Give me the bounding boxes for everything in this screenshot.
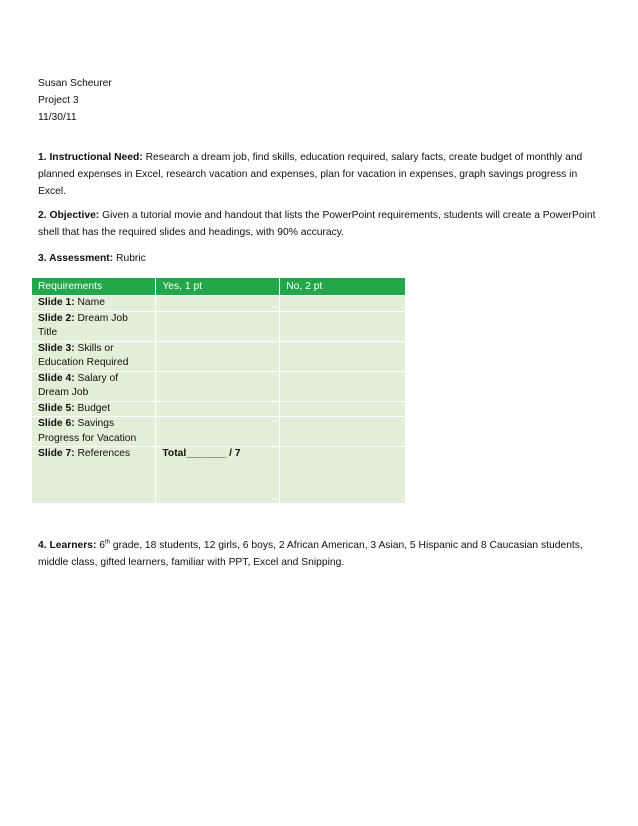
instructional-need-text: Research a dream job, find skills, education required, salary facts, create budget of monthly and planned expenses in Excel, research vacation and expenses, plan for vacation in expenses, graph savings progress in Excel. (38, 152, 583, 197)
rubric-no-cell (280, 371, 406, 401)
rubric-slide-label: Slide 5: (38, 402, 75, 414)
rubric-slide-text: Skills or Education Required (38, 342, 129, 368)
rubric-total-cell (156, 447, 280, 503)
rubric-slide-label: Slide 4: (38, 372, 75, 384)
rubric-requirement-cell (32, 417, 156, 447)
rubric-row (32, 371, 406, 401)
rubric-yes-cell (156, 417, 280, 447)
rubric-total: Total_______ / 7 (162, 448, 241, 459)
learners-label: 4. Learners: (38, 540, 97, 551)
document-header (38, 75, 112, 126)
rubric-slide-label: Slide 6: (38, 418, 75, 429)
rubric-row (32, 401, 406, 417)
rubric-slide-label: Slide 3: (38, 342, 75, 354)
rubric-yes-cell (156, 296, 280, 312)
assessment-paragraph (38, 250, 598, 267)
rubric-no-cell (280, 417, 406, 447)
rubric-row (32, 341, 406, 371)
rubric-slide-text: Salary of Dream Job (38, 372, 119, 398)
rubric-yes-cell (156, 401, 280, 417)
rubric-row (32, 296, 406, 312)
rubric-requirement-cell (32, 311, 156, 341)
rubric-requirement-cell (32, 371, 156, 401)
assessment-text: Rubric (113, 253, 146, 264)
rubric-no-cell (280, 341, 406, 371)
objective-paragraph (38, 207, 598, 241)
rubric-slide-text: Budget (74, 402, 111, 414)
rubric-slide-label: Slide 2: (38, 312, 75, 324)
rubric-slide-text: Name (74, 297, 105, 308)
learners-grade: 6 (96, 540, 105, 551)
assessment-label: 3. Assessment: (38, 253, 114, 264)
rubric-no-cell (280, 401, 406, 417)
rubric-row (32, 447, 406, 503)
document-date: 11/30/11 (38, 112, 77, 123)
rubric-row (32, 311, 406, 341)
author-name: Susan Scheurer (38, 78, 112, 89)
project-title: Project 3 (38, 95, 79, 106)
learners-text: grade, 18 students, 12 girls, 6 boys, 2 African American, 3 Asian, 5 Hispanic and 8 Caucasian students, middle class, gifted learners, familiar with PPT, Excel and Snipping. (38, 540, 583, 568)
rubric-column-header: No, 2 pt (280, 278, 406, 296)
rubric-slide-text: Dream Job Title (38, 312, 128, 338)
rubric-requirement-cell (32, 401, 156, 417)
learners-paragraph (38, 537, 598, 571)
rubric-header-row (32, 278, 406, 296)
rubric-table (32, 278, 406, 503)
rubric-row (32, 417, 406, 447)
rubric-requirement-cell (32, 341, 156, 371)
instructional-need-label: 1. Instructional Need: (38, 152, 143, 163)
rubric-no-cell (280, 296, 406, 312)
rubric-no-cell (280, 311, 406, 341)
rubric-yes-cell (156, 311, 280, 341)
rubric-slide-text: References (74, 448, 131, 459)
rubric-slide-label: Slide 1: (38, 297, 75, 308)
rubric-column-header: Requirements (32, 278, 156, 296)
instructional-need-paragraph (38, 149, 598, 200)
rubric-slide-label: Slide 7: (38, 448, 75, 459)
rubric-yes-cell (156, 341, 280, 371)
rubric-no-cell (280, 447, 406, 503)
rubric-column-header: Yes, 1 pt (156, 278, 280, 296)
objective-text: Given a tutorial movie and handout that lists the PowerPoint requirements, students will create a PowerPoint shell that has the required slides and headings, with 90% accuracy. (38, 210, 596, 238)
learners-grade-suffix: th (104, 539, 110, 546)
rubric-requirement-cell (32, 296, 156, 312)
objective-label: 2. Objective: (38, 210, 100, 221)
rubric-yes-cell (156, 371, 280, 401)
rubric-requirement-cell (32, 447, 156, 503)
rubric-slide-text: Savings Progress for Vacation (38, 418, 137, 444)
